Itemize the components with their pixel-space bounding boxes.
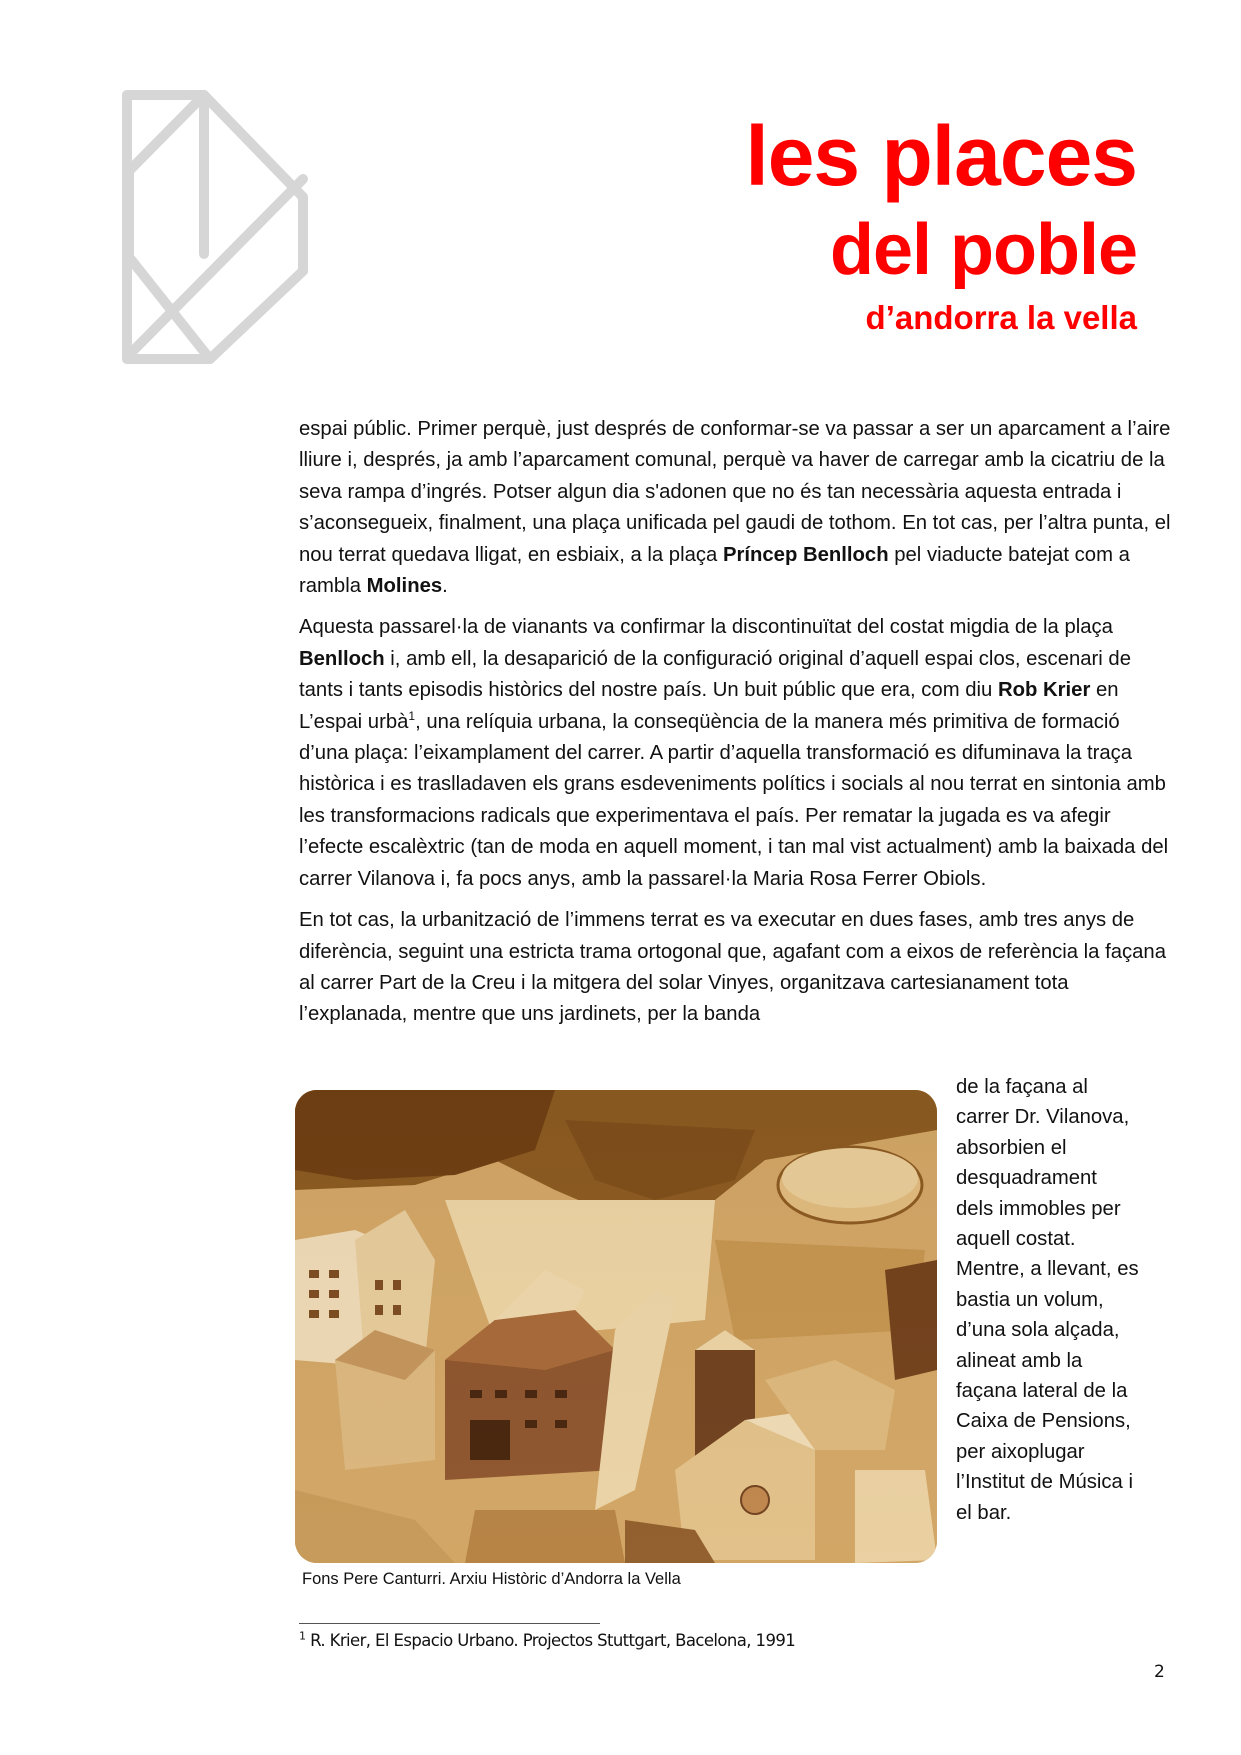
- side-column-line: Caixa de Pensions,: [956, 1410, 1131, 1433]
- text-run: espai públic. Primer perquè, just després de conformar-se va passar a ser un aparcament a l’aire lliure i, després, ja amb l’aparcament comunal, perquè va haver de carregar amb la cicatriu de la seva rampa d’ingrés. Potser algun dia s'adonen que no és tan necessària aquesta entrada i s’aconsegueix, finalment, una plaça unificada pel gaudi de tothom. En tot cas, per l’altra punta, el nou terrat quedava lligat, en esbiaix, a la plaça: [299, 418, 1171, 566]
- side-column-line: d’una sola alçada,: [956, 1319, 1120, 1342]
- side-column-line: façana lateral de la: [956, 1380, 1128, 1403]
- bold-text: Benlloch: [299, 647, 385, 670]
- side-column-line: desquadrament: [956, 1167, 1097, 1190]
- side-column-line: absorbien el: [956, 1136, 1067, 1159]
- bold-text: Rob Krier: [997, 679, 1091, 702]
- side-column-line: l’Institut de Música i: [956, 1471, 1133, 1494]
- side-column-line: Mentre, a llevant, es: [956, 1258, 1139, 1281]
- body-paragraph: [299, 612, 1171, 895]
- bold-text: Molines: [366, 575, 443, 598]
- title-line-2: del poble: [829, 210, 1137, 290]
- document-title: [745, 108, 1137, 338]
- text-run: En tot cas, la urbanització de l’immens terrat es va executar en dues fases, amb tres anys de diferència, seguint una estricta trama ortogonal que, agafant com a eixos de referència la façana al carrer Part de la Creu i la mitgera del solar Vinyes, organitzava cartesianament tota l’explanada, mentre que uns jardinets, per la banda: [299, 909, 1166, 1026]
- title-line-1: les places: [745, 109, 1137, 203]
- footnote: [299, 1631, 795, 1650]
- text-run: en L’espai urbà: [299, 679, 1119, 733]
- text-run: i, amb ell, la desaparició de la configuració original d’aquell espai clos, escenari de tants i tants episodis històrics del nostre país. Un buit públic que era, com diu: [299, 647, 1131, 702]
- side-column-line: carrer Dr. Vilanova,: [956, 1106, 1130, 1129]
- photo-caption: Fons Pere Canturri. Arxiu Històric d’Andorra la Vella: [302, 1570, 681, 1588]
- side-column-line: per aixoplugar: [956, 1440, 1085, 1463]
- side-column-line: bastia un volum,: [956, 1288, 1104, 1311]
- side-column-line: el bar.: [956, 1501, 1012, 1524]
- body-text: [299, 414, 1171, 1041]
- body-paragraph: [299, 414, 1171, 602]
- sepia-aerial-photo-image: [295, 1090, 937, 1563]
- side-column-text: [956, 1072, 1176, 1528]
- footnote-reference: 1: [408, 708, 416, 723]
- aerial-photo: [295, 1090, 937, 1563]
- text-run: pel viaducte batejat com a rambla: [299, 543, 1130, 598]
- bold-text: Príncep Benlloch: [722, 543, 889, 566]
- body-paragraph: [299, 905, 1171, 1031]
- text-run: , una relíquia urbana, la conseqüència de la manera més primitiva de formació d’una plaça: l’eixamplament del carrer. A partir d’aquella transformació es difuminava la traça històrica i es traslladaven els grans esdeveniments polítics i socials al nou terrat en sintonia amb les transformacions radicals que experimentava el país. Per rematar la jugada es va afegir l’efecte escalèxtric (tan de moda en aquell moment, i tan mal vist actualment) amb la baixada del carrer Vilanova i, fa pocs anys, amb la passarel·la Maria Rosa Ferrer Obiols.: [299, 710, 1169, 890]
- text-run: .: [442, 575, 448, 598]
- text-run: Aquesta passarel·la de vianants va confirmar la discontinuïtat del costat migdia de la plaça: [299, 616, 1113, 639]
- footnote-marker: 1: [299, 1629, 306, 1643]
- side-column-line: dels immobles per: [956, 1197, 1121, 1220]
- side-column-line: aquell costat.: [956, 1228, 1076, 1251]
- footnote-separator: [299, 1623, 600, 1624]
- side-column-line: alineat amb la: [956, 1349, 1083, 1372]
- geometric-d-logo-icon: [121, 89, 311, 365]
- side-column-line: de la façana al: [956, 1076, 1088, 1098]
- footnote-text: R. Krier, El Espacio Urbano. Projectos Stuttgart, Bacelona, 1991: [310, 1631, 796, 1650]
- logo-icon: [121, 89, 311, 365]
- title-subtitle: d’andorra la vella: [865, 299, 1137, 336]
- page-number: 2: [1154, 1662, 1165, 1682]
